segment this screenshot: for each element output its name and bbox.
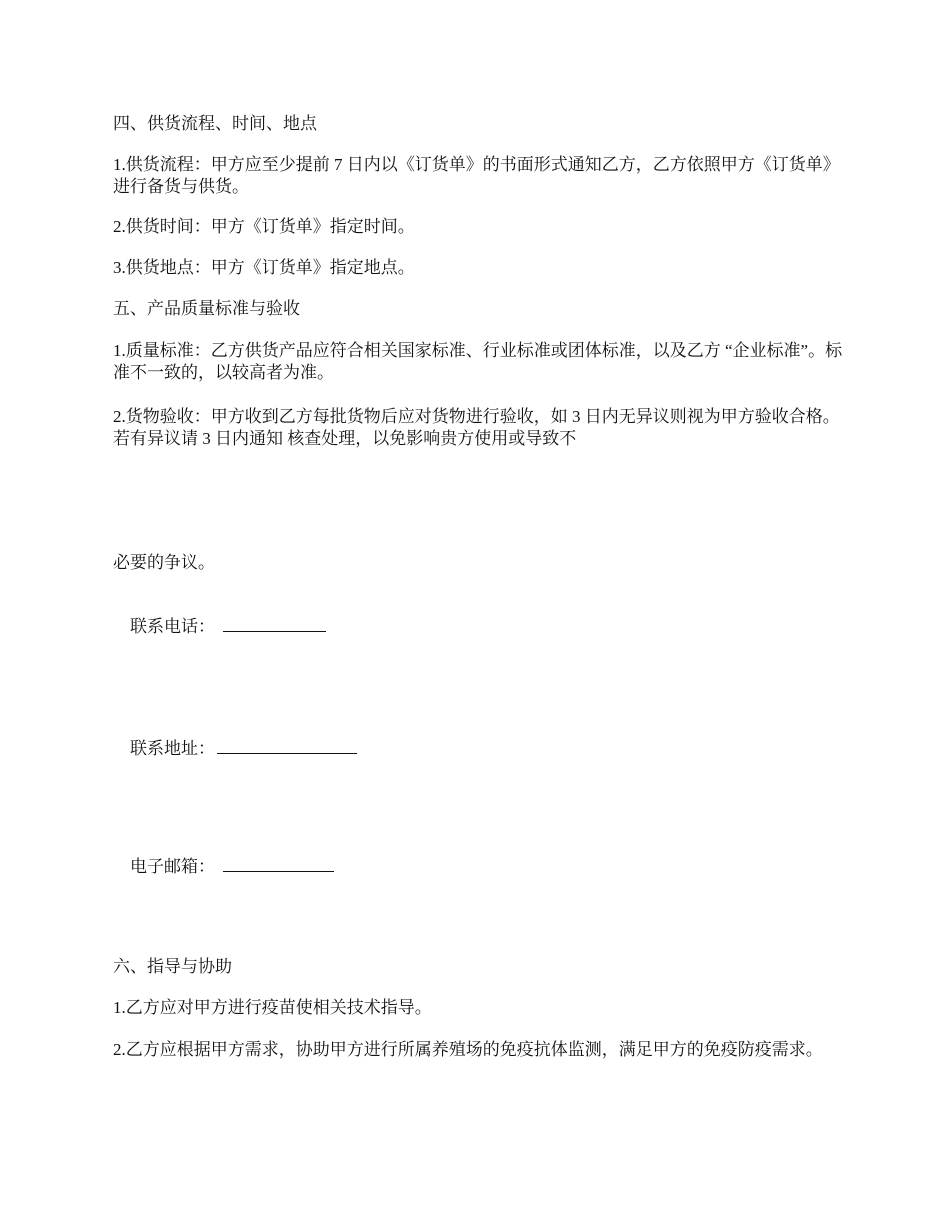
section-4-item-1: 1.供货流程：甲方应至少提前 7 日内以《订货单》的书面形式通知乙方，乙方依照甲方《订货单》进行备货与供货。 (113, 155, 840, 196)
section-5-item-2-continued: 必要的争议。 (113, 553, 215, 572)
section-4-item-2: 2.供货时间：甲方《订货单》指定时间。 (113, 217, 415, 236)
section-6-item-2: 2.乙方应根据甲方需求，协助甲方进行所属养殖场的免疫抗体监测，满足甲方的免疫防疫需求。 (113, 1040, 823, 1059)
contact-email-row (113, 833, 843, 900)
section-5-item-1: 1.质量标准：乙方供货产品应符合相关国家标准、行业标准或团体标准，以及乙方 “企业标准”。标准不一致的，以较高者为准。 (113, 341, 843, 382)
contact-address-row (113, 715, 843, 782)
section-4-item-3: 3.供货地点：甲方《订货单》指定地点。 (113, 258, 415, 277)
contact-email-blank[interactable] (223, 855, 334, 872)
section-6-heading: 六、指导与协助 (113, 957, 232, 976)
contact-address-label: 联系地址： (130, 739, 215, 758)
section-6-item-1: 1.乙方应对甲方进行疫苗使相关技术指导。 (113, 998, 432, 1017)
contact-phone-blank[interactable] (223, 615, 326, 632)
section-5-item-2: 2.货物验收：甲方收到乙方每批货物后应对货物进行验收，如 3 日内无异议则视为甲方验收合格。若有异议请 3 日内通知 核查处理，以免影响贵方使用或导致不 (113, 407, 840, 448)
contact-phone-label: 联系电话： (130, 617, 215, 636)
section-4-heading: 四、供货流程、时间、地点 (113, 114, 317, 133)
contact-email-label: 电子邮箱： (130, 857, 215, 876)
section-5-heading: 五、产品质量标准与验收 (113, 299, 300, 318)
contact-address-blank[interactable] (217, 737, 357, 754)
contact-phone-row (113, 593, 843, 660)
